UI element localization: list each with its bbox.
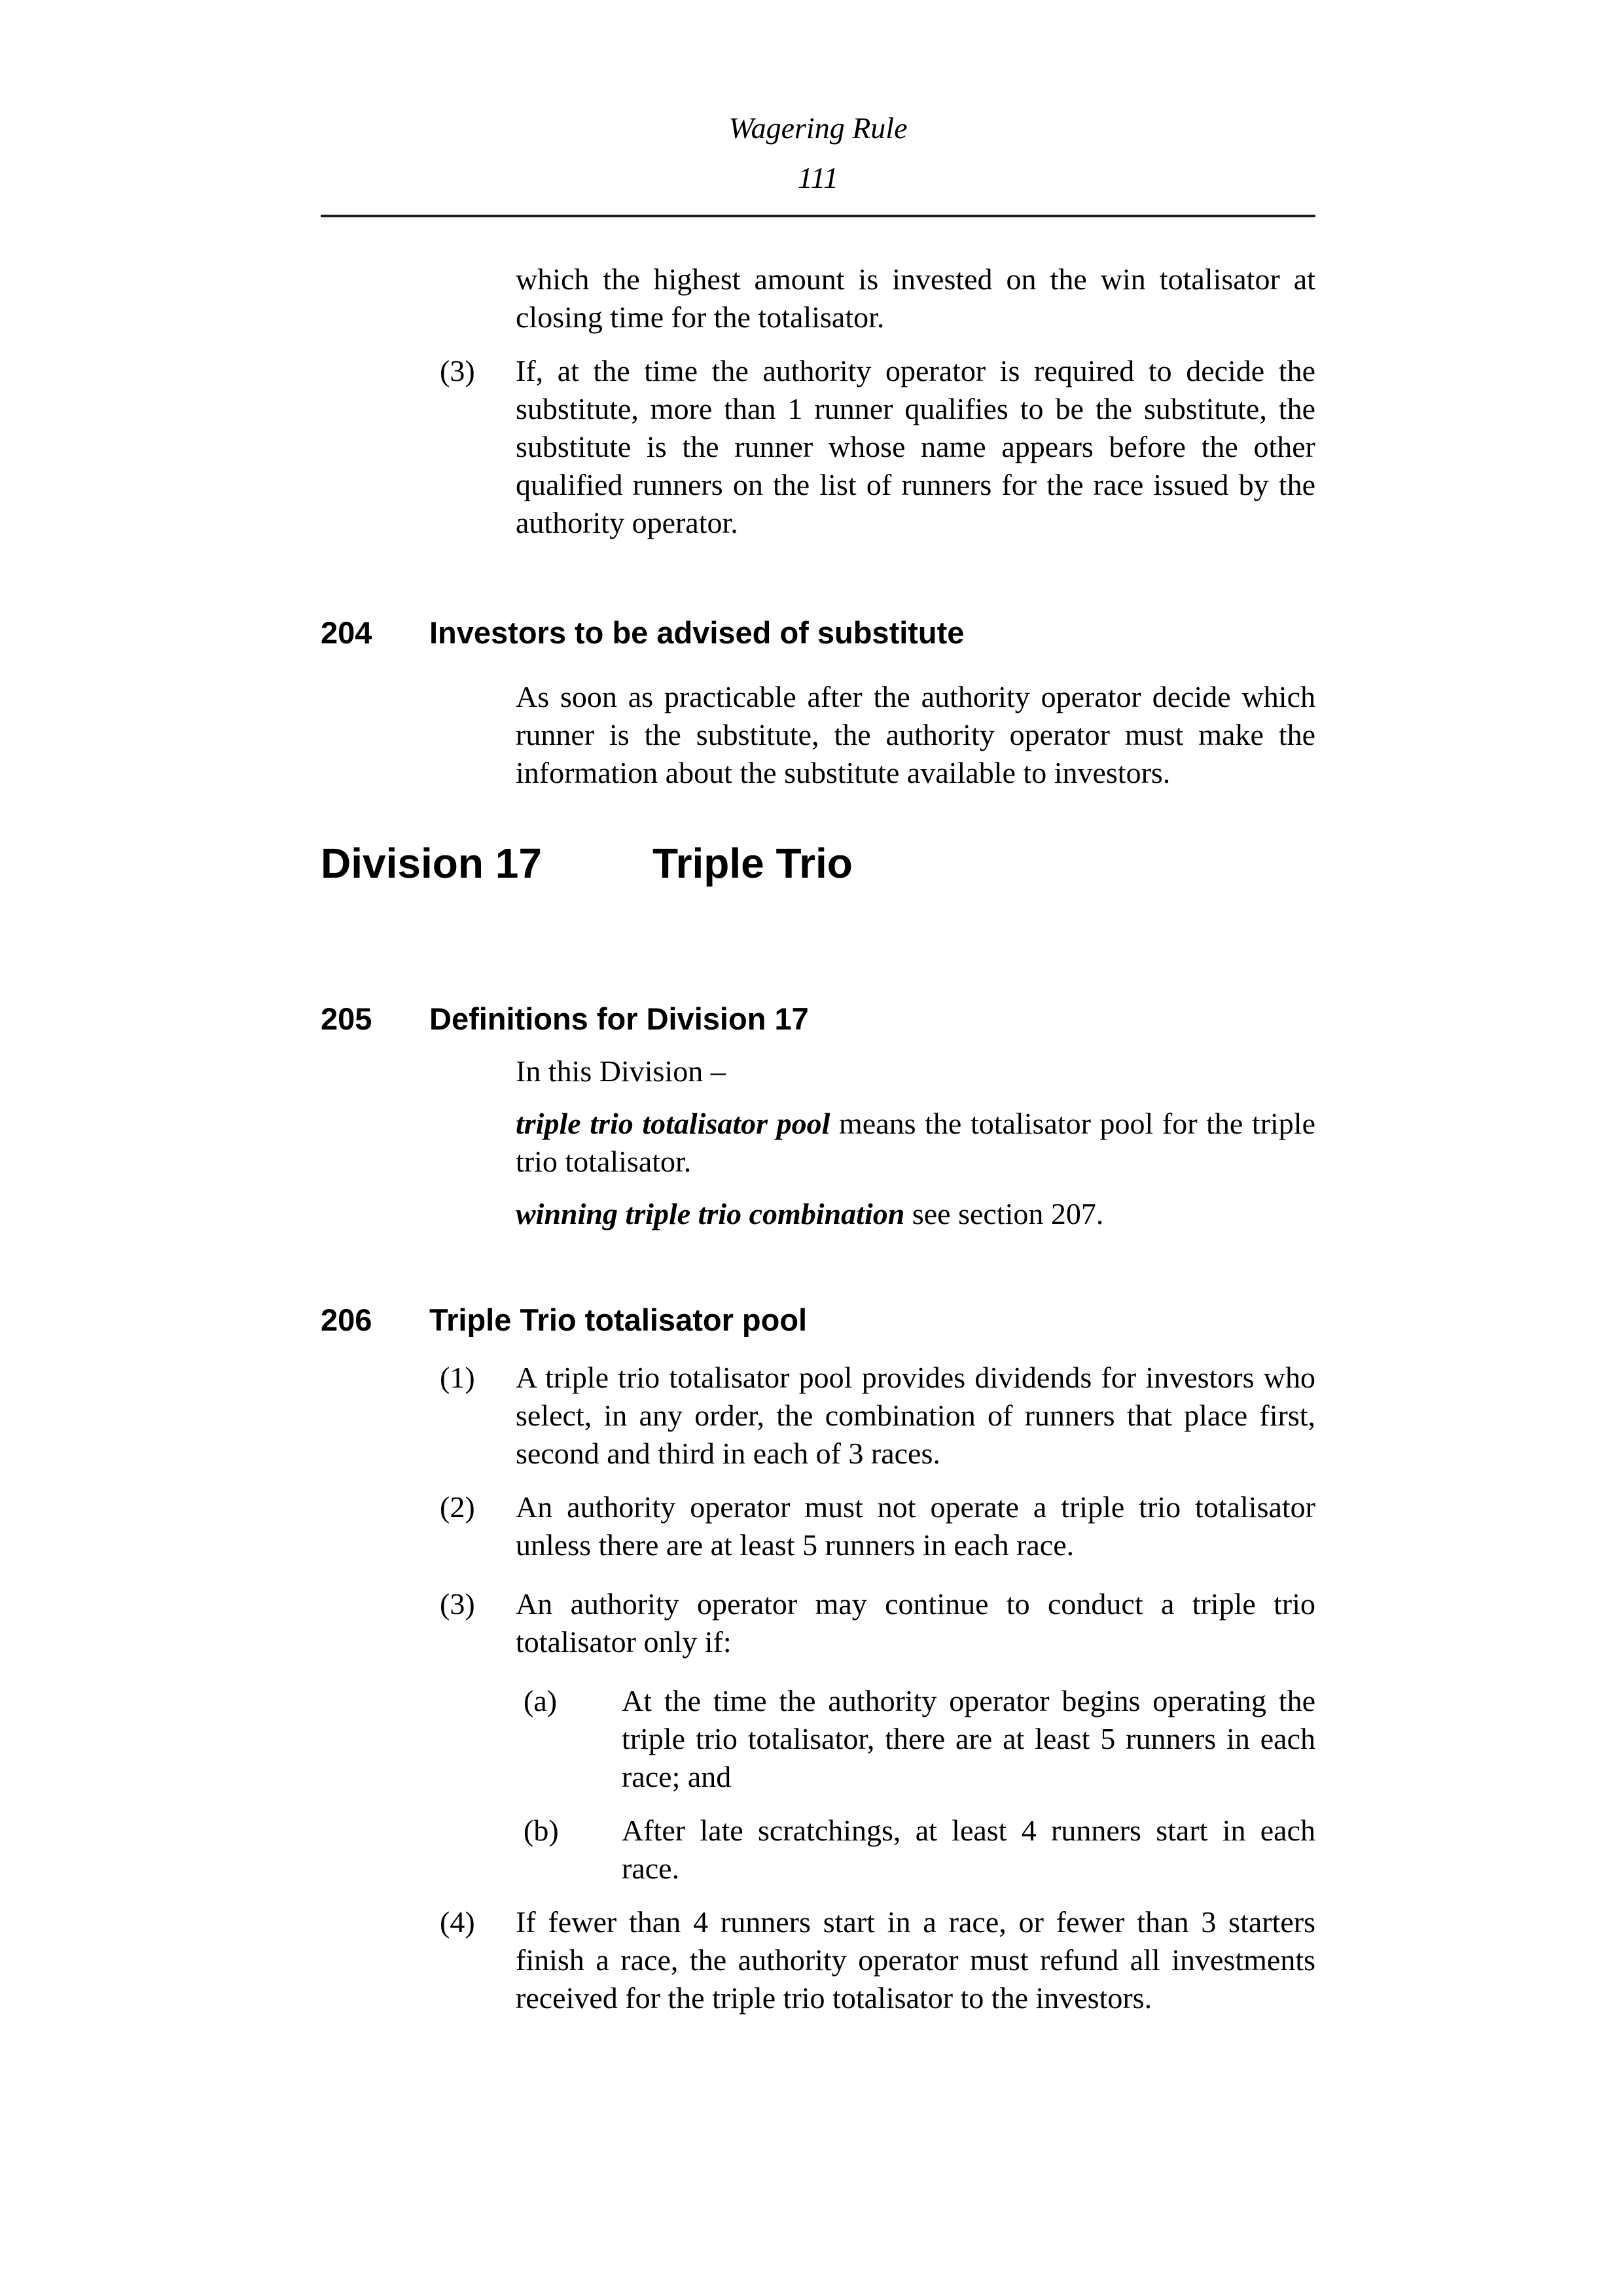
- section-204-body: As soon as practicable after the authority operator decide which runner is the substitute, the authority operator must make the information about the substitute available to investors.: [516, 680, 1315, 789]
- definition-triple-trio-totalisator-pool: [516, 1105, 1315, 1181]
- section-title: Definitions for Division 17: [429, 1001, 809, 1036]
- subsection-1: [440, 1359, 1315, 1473]
- subsection-3: [440, 1585, 1315, 1661]
- page-number: 111: [797, 161, 839, 194]
- section-number: 205: [321, 1001, 372, 1036]
- clause-text: After late scratchings, at least 4 runners start in each race.: [622, 1814, 1315, 1885]
- clause-marker: (a): [524, 1684, 558, 1717]
- division-title: Triple Trio: [652, 840, 853, 887]
- section-heading-206: [321, 1301, 1315, 1339]
- paragraph-b: [524, 1812, 1315, 1888]
- clause-text: An authority operator may continue to conduct a triple trio totalisator only if:: [516, 1587, 1315, 1659]
- running-header-title: Wagering Rule: [728, 111, 908, 145]
- definition-term: triple trio totalisator pool: [516, 1107, 830, 1140]
- clause-marker: (3): [440, 1587, 475, 1621]
- clause-text: At the time the authority operator begins operating the triple trio totalisator, there are at least 5 runners in each race; and: [622, 1684, 1315, 1793]
- clause-marker: (2): [440, 1490, 475, 1524]
- section-heading-205: [321, 1000, 1315, 1038]
- clause-text: A triple trio totalisator pool provides dividends for investors who select, in any order, the combination of runners that place first, second and third in each of 3 races.: [516, 1361, 1315, 1470]
- section-number: 204: [321, 615, 372, 650]
- section-number: 206: [321, 1302, 372, 1337]
- section-heading-204: [321, 614, 1315, 652]
- paragraph-a: [524, 1682, 1315, 1796]
- clause-marker: (3): [440, 354, 475, 387]
- paragraph-continuation: which the highest amount is invested on the win totalisator at closing time for the totalisator.: [516, 262, 1315, 334]
- clause-text: An authority operator must not operate a triple trio totalisator unless there are at least 5 runners in each race.: [516, 1490, 1315, 1562]
- clause-marker: (1): [440, 1361, 475, 1394]
- definition-term: winning triple trio combination: [516, 1197, 905, 1230]
- clause-text: If, at the time the authority operator is required to decide the substitute, more than 1 runner qualifies to be the substitute, the substitute is the runner whose name appears before the other qualified runners on the list of runners for the race issued by the authority operator.: [516, 354, 1315, 539]
- header-rule-line: [321, 215, 1315, 217]
- definitions-intro: In this Division –: [516, 1054, 726, 1088]
- division-heading: [321, 838, 1315, 889]
- subsection-2: [440, 1488, 1315, 1564]
- clause-3: [440, 352, 1315, 542]
- clause-marker: (b): [524, 1814, 559, 1847]
- division-number: Division 17: [321, 840, 542, 887]
- definition-body: means the totalisator pool for the triple trio totalisator.: [516, 1107, 1316, 1178]
- section-title: Investors to be advised of substitute: [429, 615, 965, 650]
- subsection-4: [440, 1903, 1315, 2017]
- clause-marker: (4): [440, 1905, 475, 1939]
- content-column: [321, 109, 1315, 2017]
- section-title: Triple Trio totalisator pool: [429, 1302, 808, 1337]
- definition-body: see section 207.: [904, 1197, 1104, 1230]
- clause-text: If fewer than 4 runners start in a race, or fewer than 3 starters finish a race, the authority operator must refund all investments received for the triple trio totalisator to the investors.: [516, 1905, 1315, 2015]
- definition-winning-triple-trio-combination: [516, 1195, 1315, 1233]
